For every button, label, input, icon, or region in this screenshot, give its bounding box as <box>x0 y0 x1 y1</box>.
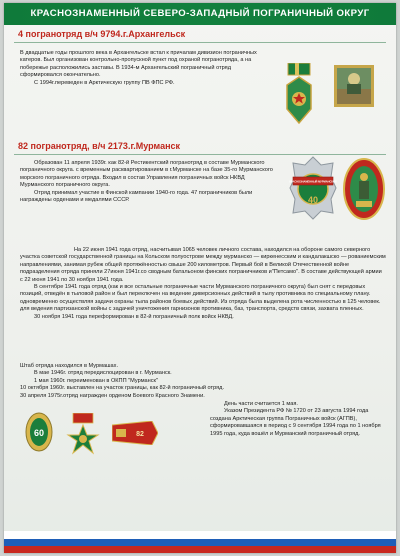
badge-icon <box>288 155 338 221</box>
section1-text <box>20 50 270 87</box>
anniversary-badge-number: 60 <box>33 428 45 438</box>
section2-closing <box>210 401 388 438</box>
section2-paragraph: Образован 11 апреля 1939г. как 82-й Рестикентский погранотряд в составе Мурманского пограничного округа. с временным расквартированием в г.Мурманске на базе 35-го Мурманского морского пограничного отряда. Входил в состав Управления пограничных войск НКВД Мурманского пограничного округа. <box>20 160 273 189</box>
section2-body <box>20 247 386 321</box>
exhibit-board <box>4 3 396 553</box>
body-paragraph: День части считается 1 мая. <box>224 401 298 407</box>
section1-title: 4 погранотряд в/ч 9794.г.Архангельск <box>18 29 186 39</box>
oval-badge-icon <box>342 157 386 221</box>
section1-paragraph: В двадцатые годы прошлого века в Архангельске встал к причалам дивизион пограничных катеров. Был организован контрольно-пропускной пункт под охраной погранотряда, а на побережье расположились заставы. В 1934-м Архангельский пограничный отряд сформировался окончательно. <box>20 50 257 79</box>
banner-badge-number: 82 <box>136 431 144 438</box>
section1-divider <box>14 42 386 43</box>
body-paragraph: В мае 1946г. отряд передислоцирован в г. Мурманск. <box>34 370 172 377</box>
body-paragraph: 30 апреля 1975г.отряд награжден орденом Боевого Красного Знамени. <box>20 392 205 399</box>
body-paragraph: Указом Президента РФ № 1720 от 23 августа 1994 года создана Арктическая группа Пограничных войск (АГПВ), сформировавшаяся в период с 9 сентября 1994 года по 1 ноября 1995 года, куда вошёл и Мурманский пограничный отряд. <box>210 408 381 437</box>
section2-intro <box>20 160 280 204</box>
body-paragraph: 10 октября 1960г. выставлен на участок границы, как 82-й пограничный отряд. <box>20 385 224 392</box>
body-paragraph: 1 мая 1960г. переименован в ОКПП "Мурманск" <box>34 377 158 384</box>
body-paragraph: На 22 июня 1941 года отряд, насчитывая 1065 человек личного состава, находился на обороне самого северного участка советской государственной границы на Кольском полуострове между мурманско — киркенесским и кандалакшско — рованиемским направлениями, занимая рубеж общей протяжённостью свыше 200 километров. Первый бой в Великой Отечественной войне подразделения отряда приняли 27июня 1941г.со сводным батальоном финских пограничников и"Петсамо". В составе действующей армии с 22 июня 1941 по 30 ноября 1941 года. <box>20 247 386 283</box>
banner-badge-icon <box>112 421 158 445</box>
section2-chronology <box>20 363 386 400</box>
body-paragraph: В сентябре 1941 года отряд (как и все остальные пограничные части Мурманского пограничного округа) был снят с передовых позиций, отведён в тыловой район и был переключен на ведение диверсионных действий в тылу противника по специальному плану. одновременно осуществляя задачи охраны тыла районов боевых действий. Из отряда была выделена рота численностью в 125 человек. для ведения партизанской войны с задачей уничтожения гарнизонов противника, баз, транспорта, средств связи, захвата пленных. <box>20 284 381 313</box>
body-paragraph: Штаб отряда находился в Мурмашах. <box>20 363 119 369</box>
badge-number: 40 <box>307 195 319 205</box>
flag-stripe-red <box>4 546 396 553</box>
section2-paragraph: Отряд принимал участие в Финской кампании 1940-го года. 47 пограничников были награждены орденами и медалями СССР. <box>20 189 253 204</box>
body-paragraph: 30 ноября 1941 года переформирован в 82-й пограничный полк войск НКВД. <box>34 313 234 320</box>
star-badge-icon <box>66 413 100 455</box>
anniversary-badge-icon <box>24 411 54 453</box>
medal-icon <box>284 63 314 133</box>
framed-picture-icon <box>334 65 374 107</box>
page-title: КРАСНОЗНАМЕННЫЙ СЕВЕРО-ЗАПАДНЫЙ ПОГРАНИЧНЫЙ ОКРУГ <box>4 3 396 25</box>
badge-caption: КРАСНОЗНАМЕННЫЙ МУРМАНСКИЙ <box>289 180 337 184</box>
section1-paragraph: С 1994г.переведен в Арктическую группу ПВ ФПС РФ. <box>34 79 175 86</box>
section2-title: 82 погранотряд, в/ч 2173.г.Мурманск <box>18 141 181 151</box>
